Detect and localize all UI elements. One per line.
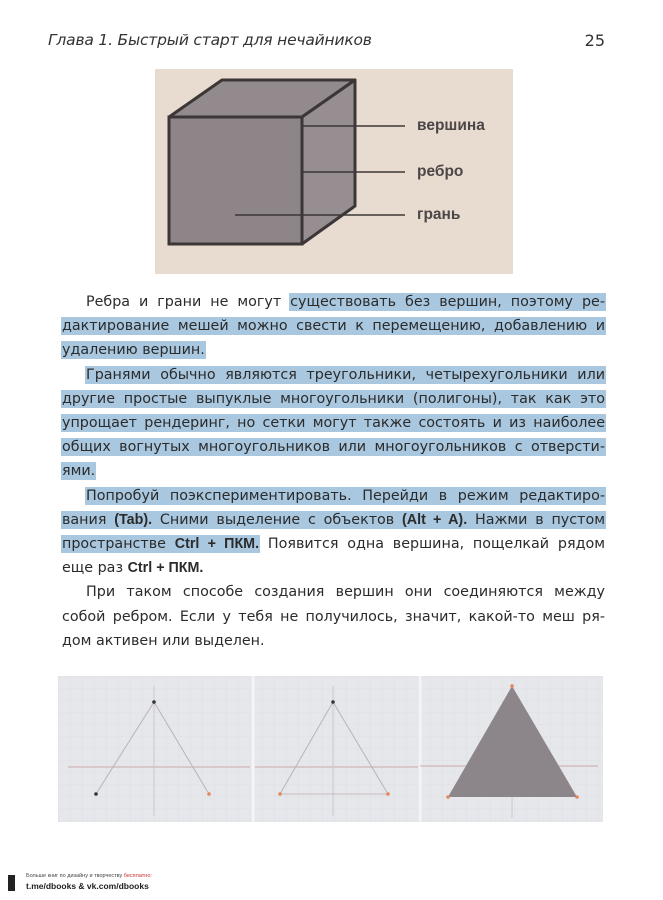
vertex-selected xyxy=(575,795,579,799)
triangle-steps-figure xyxy=(58,676,603,822)
p3-text[interactable]: вания xyxy=(62,511,115,528)
label-edge: ребро xyxy=(417,163,464,180)
p2-highlighted-text[interactable]: ями. xyxy=(62,463,96,480)
paragraph-2 xyxy=(62,363,605,484)
paragraph-1 xyxy=(62,290,605,363)
paragraph-3 xyxy=(62,484,605,581)
p2-line-4 xyxy=(62,435,605,459)
p3-text: еще раз xyxy=(62,560,128,577)
p2-highlighted-text[interactable]: другие простые выпуклые многоугольники (полигоны), так как это xyxy=(62,390,605,407)
p2-line-5 xyxy=(62,459,605,483)
p2-highlighted-text[interactable]: Гранями обычно являются треугольники, четырехугольники или xyxy=(86,366,605,383)
p1-highlighted-text[interactable]: дактирование мешей можно свести к перемещению, добавлению и xyxy=(62,318,605,335)
p3-text[interactable]: Сними выделение с объектов xyxy=(152,511,403,528)
page-number: 25 xyxy=(584,30,605,50)
vertex xyxy=(152,700,156,704)
p4-line-1: При таком способе создания вершин они соединяются между xyxy=(86,584,605,601)
book-icon xyxy=(8,875,15,891)
vertex xyxy=(94,792,98,796)
p1-line-1 xyxy=(62,290,605,314)
promo-links[interactable]: t.me/dbooks & vk.com/dbooks xyxy=(26,881,149,891)
p2-line-2 xyxy=(62,387,605,411)
label-face: грань xyxy=(417,206,461,223)
p3-text[interactable]: Нажми в пустом xyxy=(467,511,605,528)
cube-figure xyxy=(155,69,513,274)
body-text xyxy=(62,290,605,653)
label-vertex: вершина xyxy=(417,117,485,134)
p3-text: Появится одна вершина, пощелкай рядом xyxy=(259,536,605,553)
paragraph-4 xyxy=(62,580,605,653)
p4-line-2: собой ребром. Если у тебя не получилось, значит, какой-то меш ря- xyxy=(62,608,605,625)
page-header xyxy=(48,28,605,52)
vertex-selected xyxy=(278,792,282,796)
vertex-selected xyxy=(510,684,514,688)
vertex-selected xyxy=(386,792,390,796)
vertex xyxy=(331,700,335,704)
p1-highlighted-text[interactable]: удалению вершин. xyxy=(62,342,205,359)
p2-highlighted-text[interactable]: упрощает рендеринг, но сетки могут также состоять и из наиболее xyxy=(62,415,605,432)
p3-line-4 xyxy=(62,556,605,580)
p1-line-2 xyxy=(62,314,605,338)
p3-text[interactable]: пространстве xyxy=(62,536,175,553)
p1-line-3 xyxy=(62,338,605,362)
p4-line-3: дом активен или выделен. xyxy=(62,632,265,649)
promo-text xyxy=(26,873,152,879)
p3-line-3 xyxy=(62,532,605,556)
vertex-selected xyxy=(446,795,450,799)
vertex-selected xyxy=(207,792,211,796)
p3-highlighted-text[interactable]: Попробуй поэкспериментировать. Перейди в режим редактиро- xyxy=(86,487,605,504)
p2-line-1 xyxy=(62,363,605,387)
p1-text: Ребра и грани не могут xyxy=(86,294,291,310)
triangle-steps-illustration xyxy=(58,676,603,822)
p2-highlighted-text[interactable]: общих вогнутых многоугольников или многоугольников с отверсти- xyxy=(62,439,605,456)
promo-free-label: бесплатно: xyxy=(123,873,152,879)
shortcut-tab[interactable]: (Tab). xyxy=(114,511,153,528)
chapter-title: Глава 1. Быстрый старт для нечайников xyxy=(48,31,372,49)
p3-line-2 xyxy=(62,508,605,532)
shortcut-ctrl-rmb: Ctrl + ПКМ. xyxy=(127,560,204,577)
p2-line-3 xyxy=(62,411,605,435)
shortcut-alt-a[interactable]: (Alt + A). xyxy=(402,511,468,528)
p3-line-1 xyxy=(62,484,605,508)
promo-label: Больше книг по дизайну и творчеству xyxy=(26,873,124,879)
footer-promo xyxy=(8,872,218,894)
p1-highlighted-text[interactable]: существовать без вершин, поэтому ре- xyxy=(290,294,605,310)
shortcut-ctrl-rmb[interactable]: Ctrl + ПКМ. xyxy=(174,536,260,553)
cube-front-face xyxy=(169,117,302,244)
